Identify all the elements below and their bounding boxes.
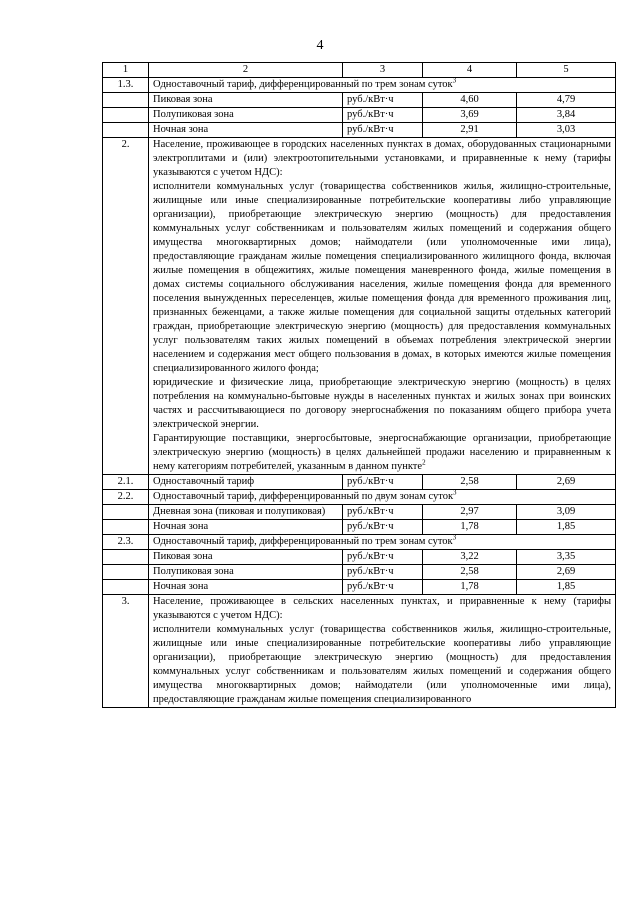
value-cell-2: 3,09 — [517, 505, 616, 520]
zone-name: Ночная зона — [149, 123, 343, 138]
row-number — [103, 550, 149, 565]
table-row — [103, 123, 616, 138]
value-cell-2: 3,84 — [517, 108, 616, 123]
value-cell-2: 3,35 — [517, 550, 616, 565]
row-number — [103, 580, 149, 595]
unit-cell: руб./кВт·ч — [343, 505, 423, 520]
row-heading: Одноставочный тариф, дифференцированный по двум зонам суток$^3$ — [149, 490, 616, 505]
header-cell-4: 4 — [423, 63, 517, 78]
row-number — [103, 520, 149, 535]
value-cell-1: 1,78 — [423, 520, 517, 535]
row-number: 3. — [103, 595, 149, 708]
paragraph: исполнители коммунальных услуг (товарищества собственников жилья, жилищно-строительные, жилищные или иные специализированные потребительские кооперативы либо управляющие организации), приобретающие электрическую энергию (мощность) для предоставления коммунальных услуг собственникам и пользователям жилых помещений и содержания общего имущества многоквартирных домов; наймодатели (или уполномоченные ими лица), предоставляющие гражданам жилые помещения специализированного — [153, 624, 611, 705]
table-row — [103, 475, 616, 490]
value-cell-2: 2,69 — [517, 475, 616, 490]
value-cell-2: 1,85 — [517, 520, 616, 535]
value-cell-1: 3,69 — [423, 108, 517, 123]
unit-cell: руб./кВт·ч — [343, 108, 423, 123]
value-cell-2: 1,85 — [517, 580, 616, 595]
value-cell-1: 4,60 — [423, 93, 517, 108]
row-number: 2. — [103, 138, 149, 475]
header-cell-2: 2 — [149, 63, 343, 78]
value-cell-1: 2,91 — [423, 123, 517, 138]
value-cell-1: 2,97 — [423, 505, 517, 520]
zone-name: Ночная зона — [149, 580, 343, 595]
row-number: 2.1. — [103, 475, 149, 490]
header-row — [103, 63, 616, 78]
zone-name: Пиковая зона — [149, 550, 343, 565]
zone-name: Ночная зона — [149, 520, 343, 535]
unit-cell: руб./кВт·ч — [343, 93, 423, 108]
value-cell-1: 2,58 — [423, 475, 517, 490]
row-number: 1.3. — [103, 78, 149, 93]
table-row — [103, 93, 616, 108]
row-number: 2.3. — [103, 535, 149, 550]
table-row — [103, 138, 616, 475]
tariff-table — [102, 62, 616, 708]
header-cell-1: 1 — [103, 63, 149, 78]
table-row — [103, 78, 616, 93]
row-number — [103, 123, 149, 138]
paragraph: юридические и физические лица, приобретающие электрическую энергию (мощность) в целях потребления на коммунально-бытовые нужды в населенных пунктах и жилых зонах при воинских частях и рассчитывающиеся по договору энергоснабжения по показаниям общего прибора учета электрической энергии. — [153, 377, 611, 430]
unit-cell: руб./кВт·ч — [343, 580, 423, 595]
value-cell-2: 2,69 — [517, 565, 616, 580]
table-row — [103, 505, 616, 520]
zone-name: Полупиковая зона — [149, 108, 343, 123]
paragraph: Население, проживающее в сельских населенных пунктах, и приравненные к нему (тарифы указываются с учетом НДС): — [153, 596, 611, 621]
paragraph: Гарантирующие поставщики, энергосбытовые, энергоснабжающие организации, приобретающие электрическую энергию (мощность) в целях дальнейшей продажи населению и приравненным к нему категориям потребителей, указанным в данном пункте$^2$ — [153, 433, 611, 472]
unit-cell: руб./кВт·ч — [343, 475, 423, 490]
value-cell-1: 3,22 — [423, 550, 517, 565]
value-cell-1: 2,58 — [423, 565, 517, 580]
category-description — [149, 138, 616, 475]
unit-cell: руб./кВт·ч — [343, 550, 423, 565]
table-row — [103, 520, 616, 535]
table-row — [103, 535, 616, 550]
table-row — [103, 550, 616, 565]
table-row — [103, 490, 616, 505]
row-number — [103, 93, 149, 108]
paragraph: Население, проживающее в городских населенных пунктах в домах, оборудованных стационарными электроплитами и (или) электроотопительными установками, и приравненные к нему (тарифы указываются с учетом НДС): — [153, 139, 611, 178]
zone-name: Одноставочный тариф — [149, 475, 343, 490]
paragraph: исполнители коммунальных услуг (товарищества собственников жилья, жилищно-строительные, жилищные или иные специализированные потребительские кооперативы либо управляющие организации), приобретающие электрическую энергию (мощность) для предоставления коммунальных услуг собственникам и пользователям жилых помещений и содержания общего имущества многоквартирных домов; наймодатели (или уполномоченные ими лица), предоставляющие гражданам жилые помещения специализированного жилищного фонда, включая жилые помещения в общежитиях, жилые помещения маневренного фонда, жилые помещения в домах системы социального обслуживания населения, жилые помещения фонда для временного поселения вынужденных переселенцев, жилые помещения фонда для временного проживания лиц, признанных беженцами, а также жилые помещения для социальной защиты отдельных категорий граждан, приобретающие электрическую энергию (мощность) для предоставления коммунальных услуг пользователям таких жилых помещений в объемах потребления электрической энергии населением и содержания мест общего пользования в домах, в которых имеются жилые помещения специализированного жилого фонда; — [153, 181, 611, 374]
row-heading: Одноставочный тариф, дифференцированный по трем зонам суток$^3$ — [149, 78, 616, 93]
page-number: 4 — [316, 38, 324, 53]
category-description — [149, 595, 616, 708]
header-cell-3: 3 — [343, 63, 423, 78]
row-number — [103, 108, 149, 123]
unit-cell: руб./кВт·ч — [343, 565, 423, 580]
row-number: 2.2. — [103, 490, 149, 505]
row-heading: Одноставочный тариф, дифференцированный по трем зонам суток$^3$ — [149, 535, 616, 550]
zone-name: Пиковая зона — [149, 93, 343, 108]
header-cell-5: 5 — [517, 63, 616, 78]
value-cell-2: 4,79 — [517, 93, 616, 108]
zone-name: Полупиковая зона — [149, 565, 343, 580]
row-number — [103, 565, 149, 580]
zone-name: Дневная зона (пиковая и полупиковая) — [149, 505, 343, 520]
unit-cell: руб./кВт·ч — [343, 520, 423, 535]
table-row — [103, 595, 616, 708]
unit-cell: руб./кВт·ч — [343, 123, 423, 138]
table-row — [103, 565, 616, 580]
row-number — [103, 505, 149, 520]
table-row — [103, 580, 616, 595]
value-cell-1: 1,78 — [423, 580, 517, 595]
table-row — [103, 108, 616, 123]
value-cell-2: 3,03 — [517, 123, 616, 138]
